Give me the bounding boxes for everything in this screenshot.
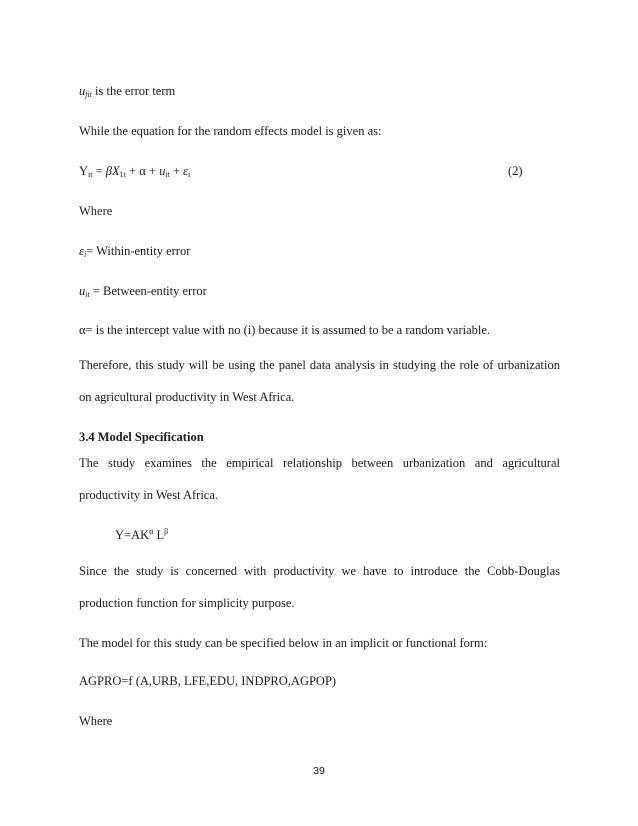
agpro-function: AGPRO=f (A,URB, LFE,EDU, INDPRO,AGPOP): [79, 674, 337, 688]
random-effects-intro: While the equation for the random effects model is given as:: [79, 124, 382, 138]
section-heading: 3.4 Model Specification: [79, 430, 204, 444]
therefore-line-2: on agricultural productivity in West Africa.: [79, 390, 295, 404]
between-entity-line: [79, 283, 207, 303]
where-label: Where: [79, 204, 113, 218]
cobb-douglas-equation: [115, 524, 168, 543]
study-line-2: productivity in West Africa.: [79, 488, 219, 502]
eq-eps: ε: [183, 164, 189, 178]
eq-y: Y: [79, 164, 89, 178]
within-entity-line: [79, 243, 190, 263]
eq-x: X: [112, 164, 120, 178]
cd-alpha: α: [149, 527, 154, 536]
study-line-1: The study examines the empirical relationship between urbanization and agricultural: [79, 456, 560, 470]
equation-number: (2): [508, 164, 523, 178]
eq-u-sub: it: [165, 170, 170, 179]
since-line-2: production function for simplicity purpose.: [79, 596, 295, 610]
eq-plus-alpha: + α +: [125, 164, 160, 178]
eq-x-sub: 1t: [119, 170, 126, 179]
cd-beta: β: [164, 527, 169, 536]
cd-base: Y=AK: [115, 528, 150, 542]
eq-plus: +: [169, 164, 184, 178]
where-label-2: Where: [79, 714, 113, 728]
random-effects-equation: [79, 163, 190, 183]
since-line-1: Since the study is concerned with productivity we have to introduce the Cobb-Douglas: [79, 564, 560, 578]
u-var: u: [79, 284, 86, 298]
within-entity-text: = Within-entity error: [86, 244, 191, 258]
therefore-line-1: Therefore, this study will be using the panel data analysis in studying the role of urbanization: [79, 358, 560, 372]
error-term-text: is the error term: [91, 84, 176, 98]
between-entity-text: = Between-entity error: [89, 284, 207, 298]
error-var-sub: fit: [85, 90, 92, 99]
eps-var: ε: [79, 244, 84, 258]
page-number: 39: [313, 765, 325, 777]
u-var-sub: it: [85, 290, 90, 299]
eps-var-sub: i: [83, 250, 87, 259]
cd-l: L: [153, 528, 165, 542]
eq-u: u: [159, 164, 166, 178]
intercept-line: α= is the intercept value with no (i) because it is assumed to be a random variable.: [79, 323, 491, 337]
eq-eps-sub: i: [188, 170, 191, 179]
eq-equals: =: [92, 164, 106, 178]
model-intro-line: The model for this study can be specified below in an implicit or functional form:: [79, 636, 488, 650]
eq-y-sub: it: [88, 170, 93, 179]
error-var: u: [79, 84, 86, 98]
eq-beta: β: [105, 164, 113, 178]
error-term-line: [79, 83, 175, 103]
